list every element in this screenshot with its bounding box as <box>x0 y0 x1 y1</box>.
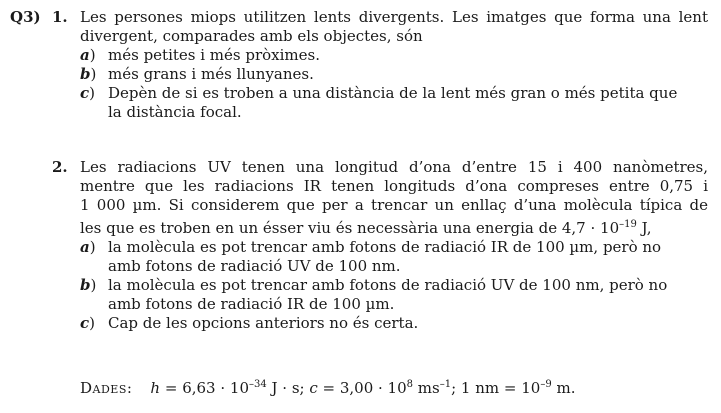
question-2-stem-line: Les radiacions UV tenen una longitud d’ona d’entre 15 i 400 nanòmetres, <box>80 158 708 176</box>
option-b <box>80 65 708 84</box>
question-1 <box>52 8 707 138</box>
question-2 <box>52 158 707 368</box>
option-text: més petites i més pròximes. <box>108 46 320 64</box>
question-1-stem-line: divergent, comparades amb els objectes, són <box>80 27 423 45</box>
option-text: la molècula es pot trencar amb fotons de radiació IR de 100 µm, però no <box>108 238 662 256</box>
option-letter: b) <box>80 276 97 294</box>
option-c <box>80 314 708 333</box>
option-text: Cap de les opcions anteriors no és certa. <box>108 314 419 332</box>
option-text: la molècula es pot trencar amb fotons de radiació UV de 100 nm, però no <box>108 276 668 294</box>
option-b <box>80 276 708 314</box>
question-1-number: 1. <box>52 8 68 26</box>
question-1-body <box>80 8 708 122</box>
question-2-stem-line: mentre que les radiacions IR tenen longituds d’ona compreses entre 0,75 i <box>80 177 708 195</box>
option-text: la distància focal. <box>108 103 242 121</box>
option-letter: c) <box>80 84 95 102</box>
data-constants: Dades: $h = 6,63 \cdot 10^{-34}$ J · s; $c = 3,00 \cdot 10^8$ $ms^{-1}$; 1 nm = $10^{-9}$ m. <box>80 379 576 397</box>
option-letter: a) <box>80 238 96 256</box>
option-a <box>80 46 708 65</box>
question-label: Q3) <box>10 8 41 26</box>
question-2-stem-line-last: les que es troben en un ésser viu és necessària una energia de $4,7 \cdot 10^{-19}$ J, <box>80 219 652 237</box>
option-letter: c) <box>80 314 95 332</box>
question-2-stem-line: 1 000 µm. Si considerem que per a trencar un enllaç d’una molècula típica de <box>80 196 708 214</box>
question-1-stem-line: Les persones miops utilitzen lents divergents. Les imatges que forma una lent <box>80 8 708 26</box>
question-2-number: 2. <box>52 158 68 176</box>
option-letter: a) <box>80 46 96 64</box>
option-a <box>80 238 708 276</box>
option-text: amb fotons de radiació IR de 100 µm. <box>108 295 395 313</box>
option-letter: b) <box>80 65 97 83</box>
option-text: amb fotons de radiació UV de 100 nm. <box>108 257 401 275</box>
data-label: Dades: <box>80 379 133 397</box>
option-text: més grans i més llunyanes. <box>108 65 314 83</box>
option-c <box>80 84 708 122</box>
question-2-body <box>80 158 708 333</box>
option-text: Depèn de si es troben a una distància de la lent més gran o més petita que <box>108 84 678 102</box>
